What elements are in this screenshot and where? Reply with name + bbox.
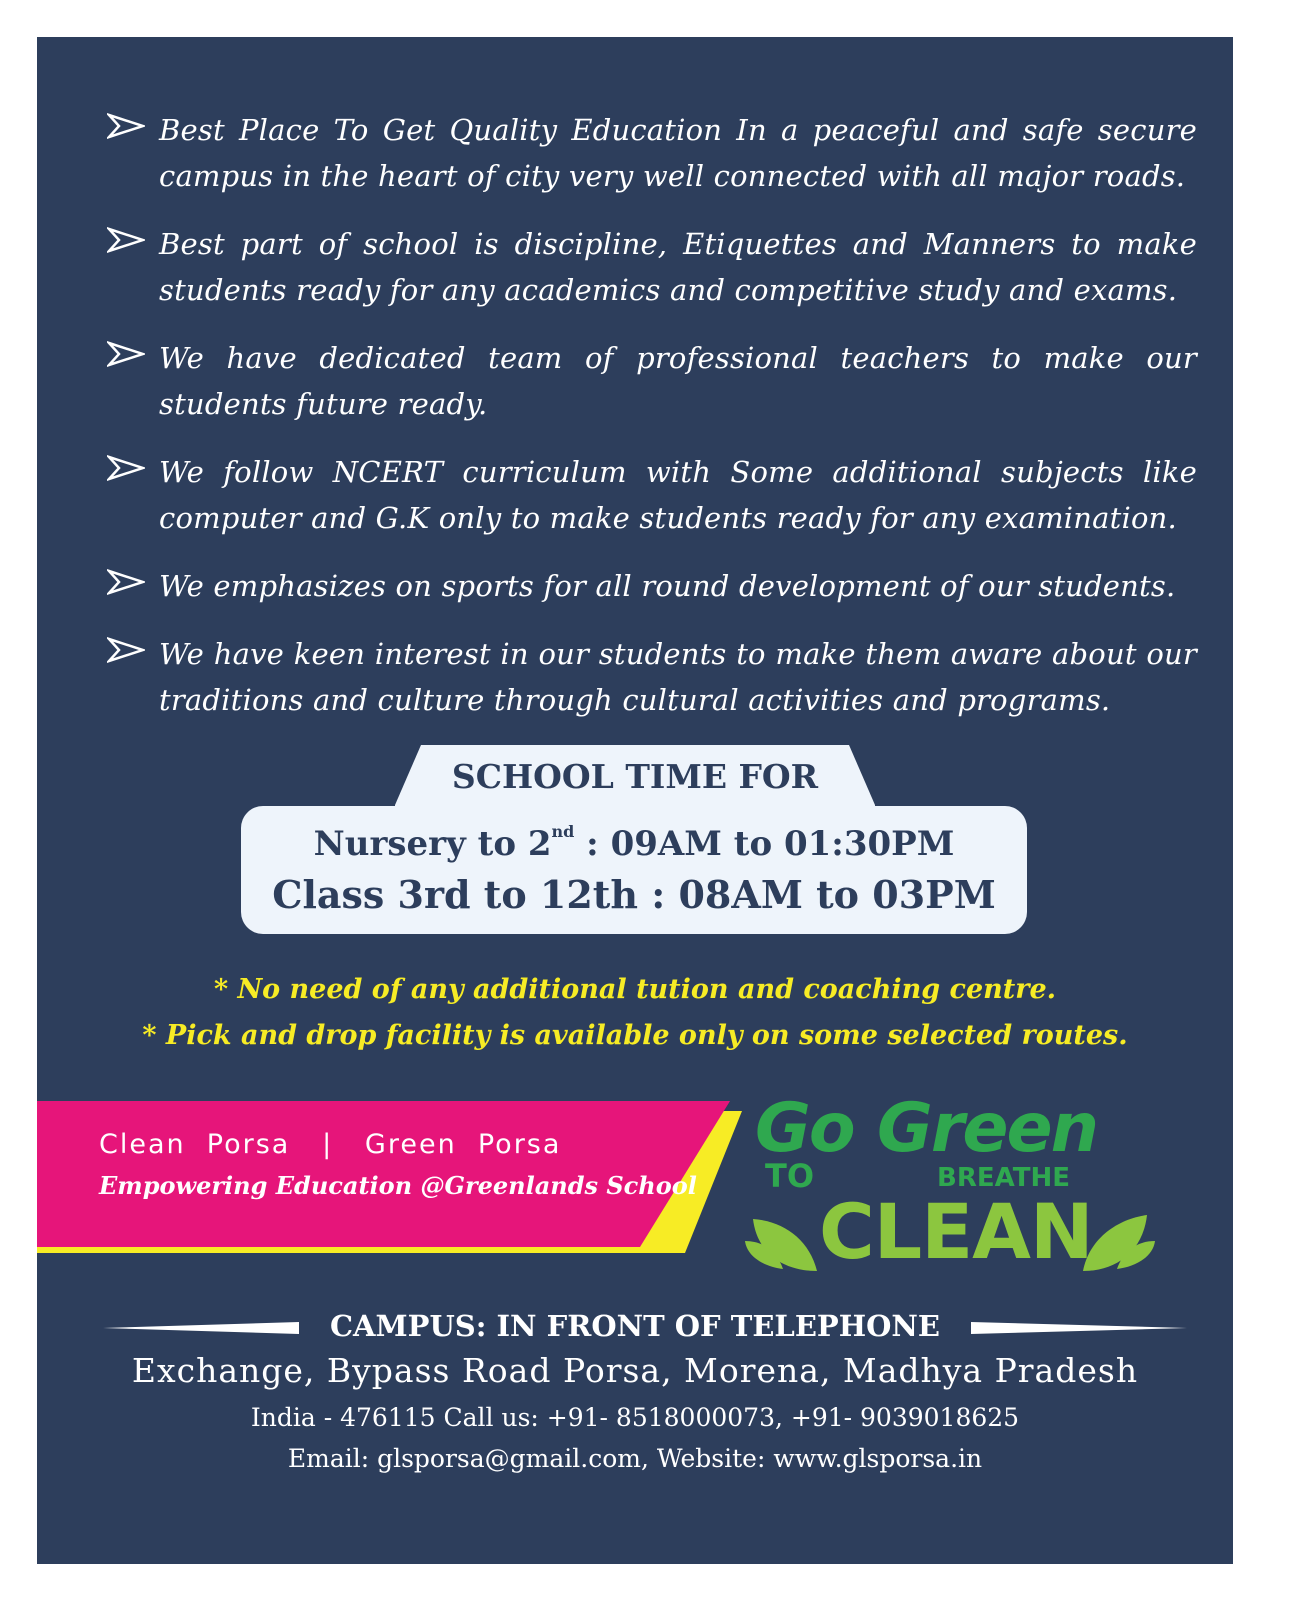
list-item: [107, 631, 1197, 723]
logo-green: Green: [877, 1089, 1097, 1168]
address-line: Exchange, Bypass Road Porsa, Morena, Madhya Pradesh: [131, 1351, 1139, 1390]
list-item: [107, 107, 1197, 199]
note-transport: * Pick and drop facility is available only on some selected routes.: [142, 1020, 1128, 1051]
note-tuition: * No need of any additional tution and coaching centre.: [213, 974, 1057, 1005]
divider-right: [971, 1322, 1187, 1334]
class-timing: Class 3rd to 12th : 08AM to 03PM: [272, 872, 996, 917]
logo-breathe: BREATHE: [937, 1163, 1070, 1193]
list-item-text: We have dedicated team of professional teachers to make our students future ready.: [159, 341, 1197, 421]
campus-heading: CAMPUS: IN FRONT OF TELEPHONE: [329, 1309, 941, 1343]
logo-to: TO: [765, 1157, 815, 1195]
school-time-box: [241, 806, 1027, 934]
leaf-left-icon: [743, 1205, 823, 1275]
email-website-line: Email: glsporsa@gmail.com, Website: www.glsporsa.in: [287, 1444, 983, 1473]
list-item: [107, 449, 1197, 541]
list-item-text: We emphasizes on sports for all round development of our students.: [159, 569, 1176, 603]
nursery-timing: Nursery to 2nd : 09AM to 01:30PM: [313, 822, 955, 864]
logo-clean: CLEAN: [819, 1187, 1093, 1276]
flyer-panel: [37, 37, 1233, 1564]
arrow-bullet-icon: [107, 113, 145, 139]
list-item: [107, 335, 1197, 427]
arrow-bullet-icon: [107, 341, 145, 367]
arrow-bullet-icon: [107, 569, 145, 595]
list-item: [107, 563, 1197, 609]
logo-go: Go: [755, 1089, 854, 1168]
school-time-title: SCHOOL TIME FOR: [451, 757, 819, 796]
feature-list: [107, 107, 1197, 745]
arrow-bullet-icon: [107, 455, 145, 481]
contact-line: India - 476115 Call us: +91- 8518000073, +91- 9039018625: [250, 1403, 1020, 1432]
list-item-text: We follow NCERT curriculum with Some additional subjects like computer and G.K only to make students ready for any examination.: [159, 455, 1197, 535]
go-green-logo: [737, 1089, 1167, 1295]
arrow-bullet-icon: [107, 637, 145, 663]
leaf-right-icon: [1077, 1203, 1157, 1275]
arrow-bullet-icon: [107, 227, 145, 253]
list-item-text: We have keen interest in our students to make them aware about our traditions and culture through cultural activities and programs.: [159, 637, 1197, 717]
list-item-text: Best part of school is discipline, Etiquettes and Manners to make students ready for any academics and competitive study and exams.: [159, 227, 1197, 307]
list-item-text: Best Place To Get Quality Education In a peaceful and safe secure campus in the heart of city very well connected with all major roads.: [159, 113, 1197, 193]
list-item: [107, 221, 1197, 313]
banner-tagline: Empowering Education @Greenlands School: [99, 1171, 697, 1200]
banner-slogan: Clean Porsa | Green Porsa: [99, 1129, 562, 1160]
